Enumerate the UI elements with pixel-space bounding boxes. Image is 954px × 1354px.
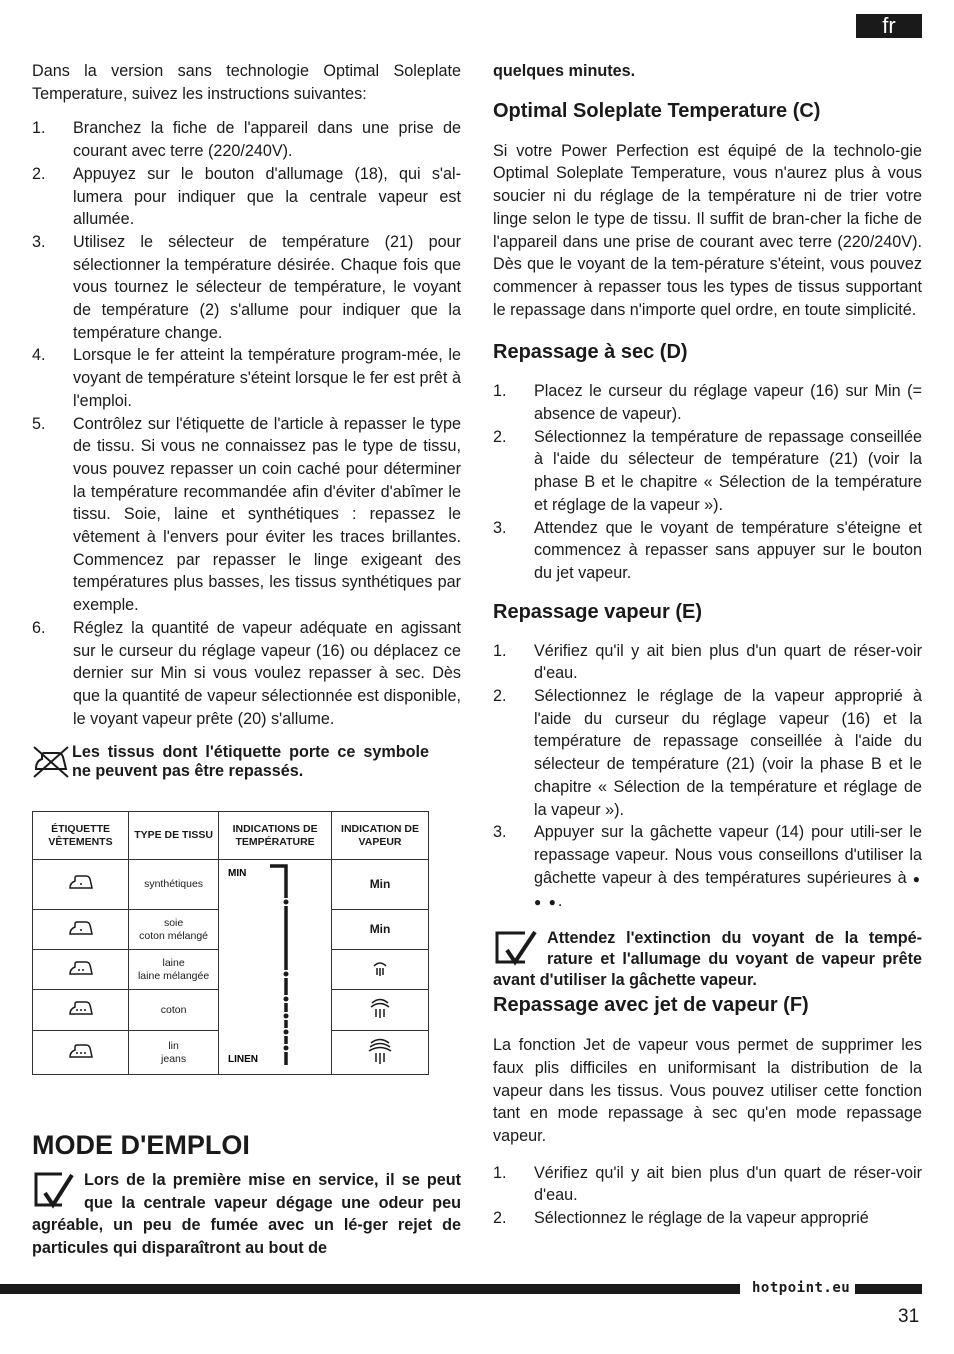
language-tab: fr (856, 14, 922, 38)
list-item: 2. Sélectionnez la température de repassage conseillée à l'aide du sélecteur de température (21) (voir la phase B et le chapitre « Sélection de la température et réglage de la vapeur »). (493, 427, 922, 514)
list-item: 3. Utilisez le sélecteur de température (21) pour sélectionner la température désirée. Chaque fois que vous tournez le sélecteur de température, le voyant de température (2) s'allume pour indiquer que la température change. (32, 232, 461, 342)
list-item: 1. Vérifiez qu'il y ait bien plus d'un quart de réser-voir d'eau. (493, 641, 922, 683)
temperature-dots: ● ● ● (534, 871, 922, 910)
list-item: 2. Appuyez sur le bouton d'allumage (18), qui s'al-lumera pour indiquer que la centrale vapeur est allumée. (32, 164, 461, 229)
right-column (493, 60, 922, 1230)
table-header: INDICATIONS DE TEMPÉRATURE (219, 812, 332, 860)
page-number: 31 (898, 1306, 920, 1327)
temperature-scale (219, 860, 332, 1075)
mode-emploi-title: MODE D'EMPLOI (32, 1130, 250, 1161)
iron-two-dots-icon (68, 959, 94, 977)
table-header: TYPE DE TISSU (129, 812, 219, 860)
list-item: 6. Réglez la quantité de vapeur adéquate en agissant sur le curseur du réglage vapeur (16) ou déplacez ce dernier sur Min si vous voulez repasser à sec. Dès que la quantité de vapeur sélectionnée est disponible, le voyant vapeur prête (20) s'allume. (32, 618, 461, 728)
continued-text: quelques minutes. (493, 62, 636, 80)
iron-one-dot-icon (68, 919, 94, 937)
list-item: 1. Branchez la fiche de l'appareil dans une prise de courant avec terre (220/240V). (32, 119, 461, 161)
intro-text: Dans la version sans technologie Optimal Soleplate Temperature, suivez les instructions suivantes: (32, 62, 461, 103)
no-iron-warning: Les tissus dont l'étiquette porte ce symbole ne peuvent pas être repassés. (32, 743, 461, 781)
temperature-scale-graphic (220, 860, 330, 1070)
footer-bar-right (855, 1284, 922, 1294)
paragraph: Si votre Power Perfection est équipé de la technolo-gie Optimal Soleplate Temperature, vous n'aurez plus à vous soucier ni du réglage de la température ni de trier votre linge selon le type de tissu. Il suffit de bran-cher la fiche de l'appareil dans une prise de courant avec terre (220/240V). Dès que le voyant de la tem-pérature s'éteint, vous pouvez commencer à repasser tous les types de tissus supportant le repassage dans n'importe quel ordre, en toute simplicité. (493, 141, 922, 319)
table-row: lin jeans (33, 1031, 429, 1075)
iron-three-dots-icon (68, 1042, 94, 1060)
list-item: 4. Lorsque le fer atteint la température program-mée, le voyant de température s'éteint lorsque le fer est prêt à l'emploi. (32, 346, 461, 410)
left-column (32, 60, 461, 1259)
brand-label: hotpoint.eu (752, 1280, 851, 1296)
section-title: Repassage avec jet de vapeur (F) (493, 994, 809, 1017)
list-item: 3. Appuyer sur la gâchette vapeur (14) pour utili-ser le repassage vapeur. Nous vous conseillons d'utiliser la gâchette vapeur à des températures supérieures à ● ● ●. (493, 823, 922, 911)
section-title: Repassage vapeur (E) (493, 600, 702, 623)
jet-steps-list (493, 1162, 922, 1230)
steam-low-icon (370, 958, 390, 978)
list-item: 5. Contrôlez sur l'étiquette de l'article à repasser le type de tissu. Si vous ne connaissez pas le type de tissu, vous pouvez repasser un coin caché pour déterminer la température recommandée afin d'éviter d'abîmer le tissu. Soie, laine et synthétiques : repassez le vêtement à l'envers pour éviter les traces brillantes. Commencez par repasser le linge exigeant des températures plus basses, les tissus synthétiques par exemple. (32, 414, 461, 615)
list-item: 2. Sélectionnez le réglage de la vapeur approprié à l'aide du curseur du réglage vapeur (16) et la température de repassage conseillée à l'aide du sélecteur de température (21) (voir la phase B et le chapitre « Sélection de la température et réglage de la vapeur »). (493, 687, 922, 819)
table-header: INDICATION DE VAPEUR (332, 812, 429, 860)
steam-high-icon (367, 1036, 393, 1066)
temp-min-label: MIN (228, 868, 247, 880)
steam-steps-list (493, 640, 922, 914)
table-row: soie coton mélangé Min (33, 909, 429, 950)
table-header: ÉTIQUETTE VÊTEMENTS (33, 812, 129, 860)
section-title: Repassage à sec (D) (493, 341, 688, 364)
do-not-iron-icon (32, 743, 70, 779)
list-item: 2. Sélectionnez le réglage de la vapeur approprié (493, 1209, 869, 1228)
table-row: coton (33, 990, 429, 1031)
list-item: 1. Placez le curseur du réglage vapeur (16) sur Min (= absence de vapeur). (493, 382, 922, 424)
steam-ready-note: Attendez l'extinction du voyant de la tempé-rature et l'allumage du voyant de vapeur prête avant d'utiliser la gâchette vapeur. (493, 929, 922, 990)
ironing-table (32, 811, 429, 1075)
checkbox-note-icon (493, 928, 539, 968)
temp-max-label: LINEN (228, 1054, 259, 1066)
iron-one-dot-icon (68, 873, 94, 891)
table-row: laine laine mélangée (33, 950, 429, 990)
checkbox-note-icon (32, 1169, 76, 1211)
first-use-note: Lors de la première mise en service, il se peut que la centrale vapeur dégage une odeur peu agréable, un peu de fumée avec un lé-ger rejet de particules qui disparaîtront au bout de (32, 1171, 461, 1257)
basic-steps-list (32, 117, 461, 730)
table-row: synthétiques MIN LINEN Min (33, 860, 429, 909)
iron-three-dots-icon (68, 999, 94, 1017)
steam-medium-icon (368, 996, 392, 1020)
dry-steps-list (493, 380, 922, 584)
list-item: 1. Vérifiez qu'il y ait bien plus d'un quart de réser-voir d'eau. (493, 1163, 922, 1205)
paragraph: La fonction Jet de vapeur vous permet de supprimer les faux plis difficiles en uniformisant la distribution de la vapeur dans les tissus. Vous pouvez utiliser cette fonction tant en mode repassage à sec qu'en mode repassage vapeur. (493, 1036, 922, 1145)
footer-bar-left (0, 1284, 740, 1294)
list-item: 3. Attendez que le voyant de température s'éteigne et commencez à repasser sans appuyer sur le bouton du jet vapeur. (493, 518, 922, 582)
section-title: Optimal Soleplate Temperature (C) (493, 99, 821, 122)
